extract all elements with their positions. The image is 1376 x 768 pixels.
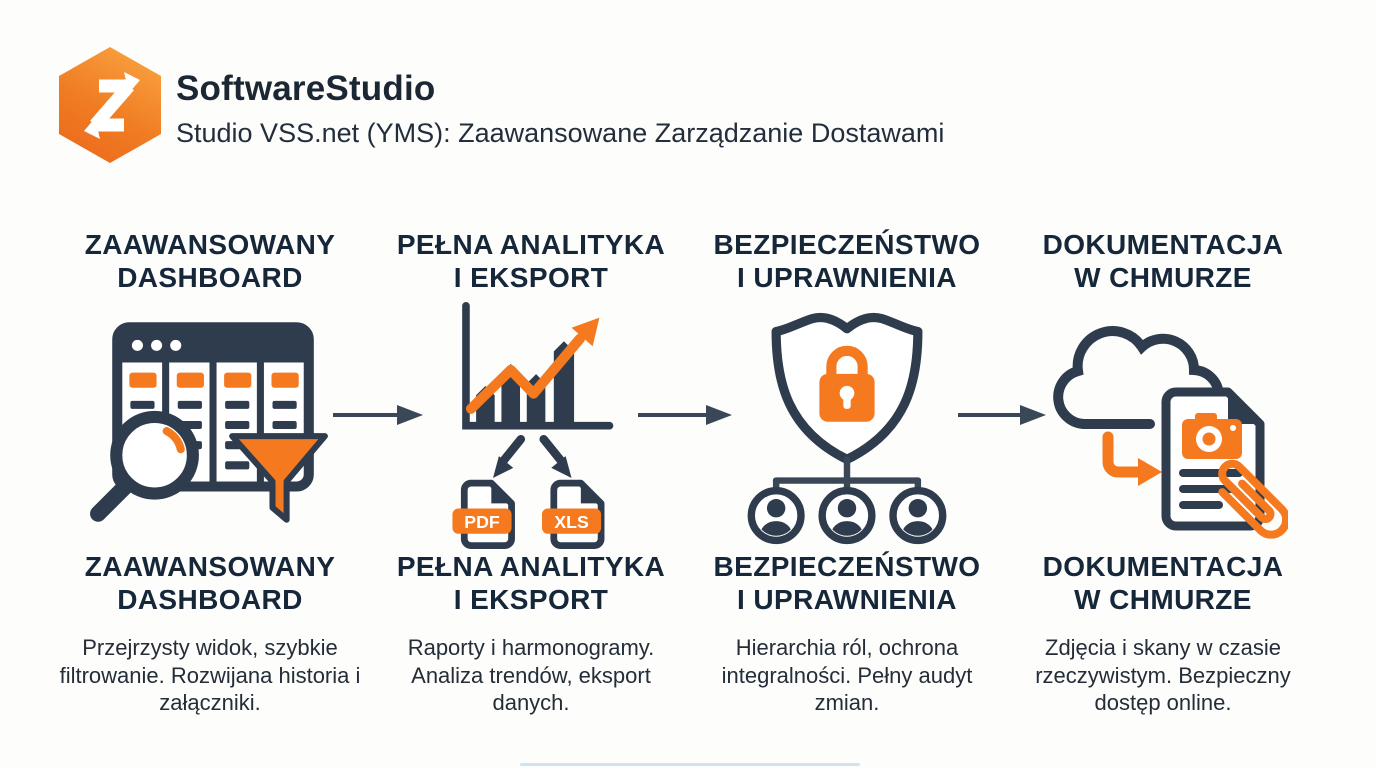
xls-label: XLS (554, 511, 589, 532)
user-icon (893, 491, 943, 545)
brand-title: SoftwareStudio (176, 69, 436, 108)
feature-description: Przejrzysty widok, szybkie filtrowanie. Rozwijana historia i załączniki. (59, 635, 361, 715)
feature-description: Zdjęcia i skany w czasie rzeczywistym. Bezpieczny dostęp online. (1035, 635, 1291, 715)
growth-chart-export-files-icon (442, 299, 620, 549)
bottom-accent-line (520, 763, 860, 766)
feature-column-cloud-docs (1003, 228, 1323, 717)
feature-title-top: ZAAWANSOWANY DASHBOARD (84, 229, 336, 294)
feature-description: Hierarchia ról, ochrona integralności. Pełny audyt zmian. (721, 635, 973, 715)
camera-icon (1182, 413, 1242, 459)
user-icon (822, 491, 872, 545)
header (58, 46, 944, 164)
feature-title-bottom: BEZPIECZEŃSTWO I UPRAWNIENIA (713, 551, 981, 616)
feature-title-top: PEŁNA ANALITYKA I EKSPORT (396, 229, 666, 294)
feature-title-bottom: PEŁNA ANALITYKA I EKSPORT (396, 551, 666, 616)
hexagon-s-logo-icon (58, 46, 162, 164)
feature-title-bottom: ZAAWANSOWANY DASHBOARD (84, 551, 336, 616)
feature-column-analytics (371, 228, 691, 717)
feature-description: Raporty i harmonogramy. Analiza trendów, eksport danych. (407, 635, 655, 715)
flow-arrow-icon (331, 403, 425, 427)
xls-file-icon (542, 483, 601, 546)
cloud-document-camera-paperclip-icon (1038, 306, 1288, 542)
dashboard-table-search-filter-icon (84, 318, 336, 530)
flow-arrow-icon (636, 403, 734, 427)
bent-arrow-icon (1108, 437, 1162, 486)
flow-arrow-icon (956, 403, 1048, 427)
page-subtitle: Studio VSS.net (YMS): Zaawansowane Zarządzanie Dostawami (176, 117, 945, 148)
export-arrows-icon (503, 439, 561, 461)
feature-title-top: BEZPIECZEŃSTWO I UPRAWNIENIA (713, 229, 981, 294)
user-icon (751, 491, 801, 545)
hierarchy-lines (776, 459, 918, 490)
feature-column-security (687, 228, 1007, 717)
feature-title-top: DOKUMENTACJA W CHMURZE (1042, 229, 1284, 294)
feature-title-bottom: DOKUMENTACJA W CHMURZE (1042, 551, 1284, 616)
shield-lock-user-hierarchy-icon (741, 303, 953, 545)
pdf-label: PDF (464, 511, 500, 532)
pdf-file-icon (452, 483, 511, 546)
feature-column-dashboard (50, 228, 370, 717)
